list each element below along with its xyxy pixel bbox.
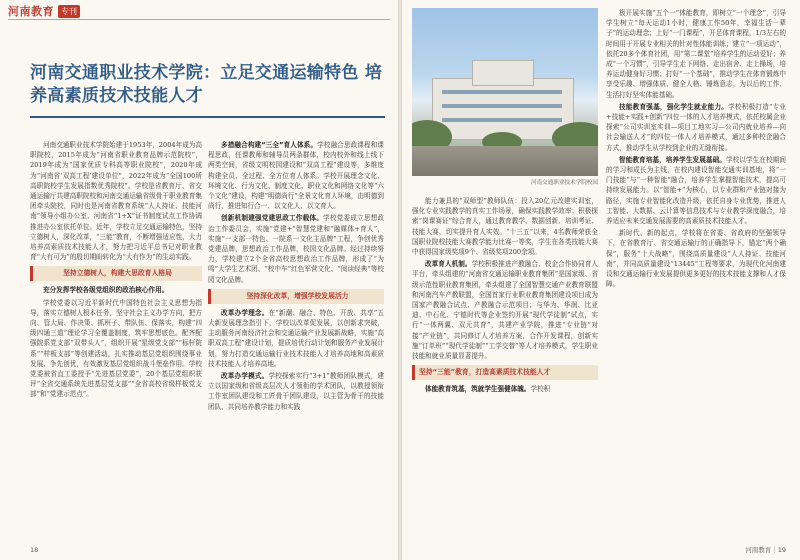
paragraph xyxy=(208,140,384,211)
section-tag: 坚持“三能”教育，打造高素质技术技能人才 xyxy=(412,365,598,380)
paragraph-text: 学校探索实行“3+1”教师团队模式，建立以国家级和省级高层次人才领衔的学术团队，以教授领衔工作室团队建设和工匠骨干团队建设，以主管为骨干的技能团队、共同培养教学能力和实践 xyxy=(208,372,384,411)
road xyxy=(412,146,598,176)
building-main xyxy=(432,78,574,140)
page-number-left: 18 xyxy=(30,546,39,554)
left-column-2 xyxy=(208,140,384,548)
masthead xyxy=(8,3,80,19)
photo-caption: 河南交通职业技术学院校园 xyxy=(530,180,598,186)
building-tower xyxy=(472,60,534,86)
window-row xyxy=(442,104,562,108)
window-row xyxy=(442,118,562,122)
subheading: 充分发挥学校各级党组织的政治核心作用。 xyxy=(43,286,169,295)
subheading: 技能教育强基，强化学生就业能力。 xyxy=(619,102,729,111)
paragraph-text: 学校积极打造“专业+技能+实践+创新”四位一体的人才培养模式，依托校属企业探索“公司实训室实训—项目工地实习—公司内就业培养—向社会输送人才”的四位一体人才培养模式，通过多种校企融合方式，推动学生从学校到企业的无缝衔接。 xyxy=(606,102,786,152)
masthead-badge: 专刊 xyxy=(58,5,80,18)
window-row xyxy=(442,90,562,94)
left-column-1 xyxy=(30,140,202,548)
paragraph-text: 学校以学生在校期间的学习和成长为主线，在校内建设智能交通实训基地，将“一门技能”与“一种智能”融合，培养学生掌握智能技术，提高可持续发展能力。以“智能+”为核心，以专业群和产业链对接为路径，实施专业智能化改造升级，依托自身专业优势，推进人工智能、大数据、云计算等信息技术与专业教学深度融合，培养适应未来交通发展需要的高素质技术技能人才。 xyxy=(606,155,786,226)
paragraph-text: 学校积 xyxy=(530,385,551,394)
paragraph-text: 在“新潮、融合、特色、开放、共享”五大新发展理念指引下，学校以改革促发展，以创新求突破，主动服务河南经济社会和交通运输产业发展新战略，实施“高职双高工程”建设计划，提质培优行动计划和服务产业发展计划，努力打造交通运输行业技术技能人才培养高地和高素质技术技能人才培养高地。 xyxy=(208,308,384,368)
right-column-2 xyxy=(606,8,786,544)
paragraph: 能力兼具的“双师型”教师队伍：投入20亿元改建实训室，强化专业实践教学的真实工作场景，确保实践教学效率；积极探索“岗课赛证”综合育人，通过教育教学、数据创新、培训考证、技能大赛，切实提升育人实效。“十三五”以来，4名教师荣获全国职业院校技能大赛教学能力比赛一等奖，学生在各类技能大赛中获得国家级奖项9个、省级奖项200余项。 xyxy=(412,197,598,257)
paragraph: 新时代、新的起点，学校将在省委、省政府的坚强领导下，在省教育厅、省交通运输厅的正确指导下，锚定“两个确保”，服务“十大战略”，围绕高质量建设“人人持证、技能河南”，并同高质量建设“13445”工程等要求，为现代化河南建设和交通运输行业发展提供更多更好的技术技能支撑和人才保障。 xyxy=(606,229,786,289)
paragraph: 河南交通职业技术学院始建于1953年，2004年成为高职院校，2015年成为“河南省职业教育品牌示范院校”，2019年成为“国家优质专科高等职业院校”，2020年成为“河南省‘双高工程’建设单位”，2022年成为“全国100所高职院校学生发展指数优秀院校”。学校是省教育厅、省交通运输厅共建高职院校和河南交通运输省级骨干职业教育集团牵头院校，同时也是河南省教育系统“人人持证、技能河南”领导小组办公室、河南省“1+X”证书制度试点工作协调推进办公室依托单位。近年，学校立足交通运输特色，坚持立德树人，深化改革，“三能”教育，不断增强适应性，大力培养高素质技术技能人才，努力把习近平总书记对职业教育“大有可为”的殷切期盼转化为“大有作为”的生动实践。 xyxy=(30,141,202,262)
paragraph xyxy=(208,371,384,412)
paragraph-text: 学校党委成立思想政治工作委员会，实施“党建+”智慧党建和“融媒体+育人”，实施“一支部一特色、一院系一文化主品牌”工程，争创优秀党建品牌，思想政治工作品牌，校园文化品牌。经过持续努力，学校建立2个全省高校思想政治工作品牌，形成了“为鸣”大学生艺术团、“校中车”红色军营文化、“阅读经典”等校园文化品牌。 xyxy=(208,214,384,284)
subheading: 体能教育筑基，筑就学生强健体魄。 xyxy=(425,385,531,394)
section-tag: 坚持深化改革，增强学校发展活力 xyxy=(208,289,384,304)
paragraph xyxy=(30,285,202,295)
page-number-right: 河南教育｜19 xyxy=(745,546,786,554)
paragraph-text: 学校融合思政课程和课程思政，任课教师和辅导员两条群体，校内校外和线上线下两类空间，省级文明校园建设和“双高工程”建设等，多维度构建全员、全过程、全方位育人体系。学校开展理念文化、环境文化、行为文化、制度文化、职业文化和网络文化等“六个文化”建设，构建“明德尚行”全景文化育人环境，由明德到尚行，推进知行合一、以文化人、以文育人。 xyxy=(208,141,384,211)
paragraph xyxy=(208,308,384,369)
subheading: 改革育人机制。 xyxy=(425,260,472,269)
article-headline: 河南交通职业技术学院：立足交通运输特色 培养高素质技术技能人才 xyxy=(30,63,383,106)
masthead-brand: 河南教育 xyxy=(8,5,54,18)
paragraph xyxy=(208,213,384,284)
campus-photo xyxy=(412,8,598,176)
subheading: 创新机制建强党建思政工作载体。 xyxy=(221,214,324,223)
paragraph xyxy=(412,259,598,361)
subheading: 智能教育培基，培养学生发展基础。 xyxy=(619,155,726,164)
right-column-1 xyxy=(412,196,598,548)
left-page xyxy=(0,0,398,560)
paragraph-text: 学校积极推进产教融合、校企合作协同育人平台，牵头组建的“河南省交通运输职业教育集团”是国家级、省级示范性职业教育集团，牵头组建了全国智慧交通产业教育联盟和河南汽车产教联盟，全国首家行业职业教育集团建设项目成为国家产教融合试点、产教融合示范项目；与华为、华润、比亚迪、中石化、宁德时代等企业签约开展“现代学徒制”试点，实行“一体两翼、双元共育”，共建产业学院，推进“专业链”对接“产业链”，共同修订人才培养方案，合作开发课程，创新实施“订单班”“现代学徒制”“工学交替”等人才培养模式，学生职业技能和就业质量显著提升。 xyxy=(412,260,598,361)
subheading: 改革办学模式。 xyxy=(221,372,269,381)
paragraph xyxy=(606,155,786,226)
subheading: 多措融合构建“三全”育人体系。 xyxy=(221,141,318,149)
headline-rule xyxy=(30,116,385,118)
paragraph xyxy=(412,384,598,394)
paragraph xyxy=(606,102,786,153)
right-page xyxy=(402,0,800,560)
paragraph: 学校党委以习近平新时代中国特色社会主义思想为指导，落实立德树人根本任务，坚守社会主义办学方向，把方向、管大局、作决策、抓班子、带队伍、保落实，构建“四级四通三道”理论学习全覆盖制度，筑牢思想底色。配齐配强院系党支部“双带头人”，组织开展“星级党支部”“标杆院系”“样板支部”等创建活动，扎实推动基层党组织围绕事业发展、争先创优，有效激发基层党组织战斗堡垒作用。学校党委被省直工委授予“先进基层党委”，20个基层党组织获评“全省交通系统先进基层党支部”“全省高校省级样板党支部”和“党建示范点”。 xyxy=(30,298,202,399)
top-rule xyxy=(8,19,390,20)
section-tag: 坚持立德树人，构建大思政育人格局 xyxy=(30,266,202,281)
subheading: 改革办学理念。 xyxy=(221,308,269,317)
paragraph: 极开展实施“五个一”体能教育，即树立“一个理念”，引导学生树立“每天运动1小时，健康工作50年，幸福生活一辈子”的运动理念；上好“一门课程”，开足体育课程，1/3左右的时间用于开展专业相关的针对性体能训练；建立“一项运动”，依托20多个体育社团，用“第二课堂”培养学生的运动爱好；养成“一个习惯”，引导学生走下网络、走出宿舍、走上操场，培养运动健身好习惯；打好“一个基础”，推动学生在体育锻炼中享受乐趣、增强体质、健全人格、锤炼意志，为以后的工作、生活打好坚实体能基础。 xyxy=(606,9,786,99)
